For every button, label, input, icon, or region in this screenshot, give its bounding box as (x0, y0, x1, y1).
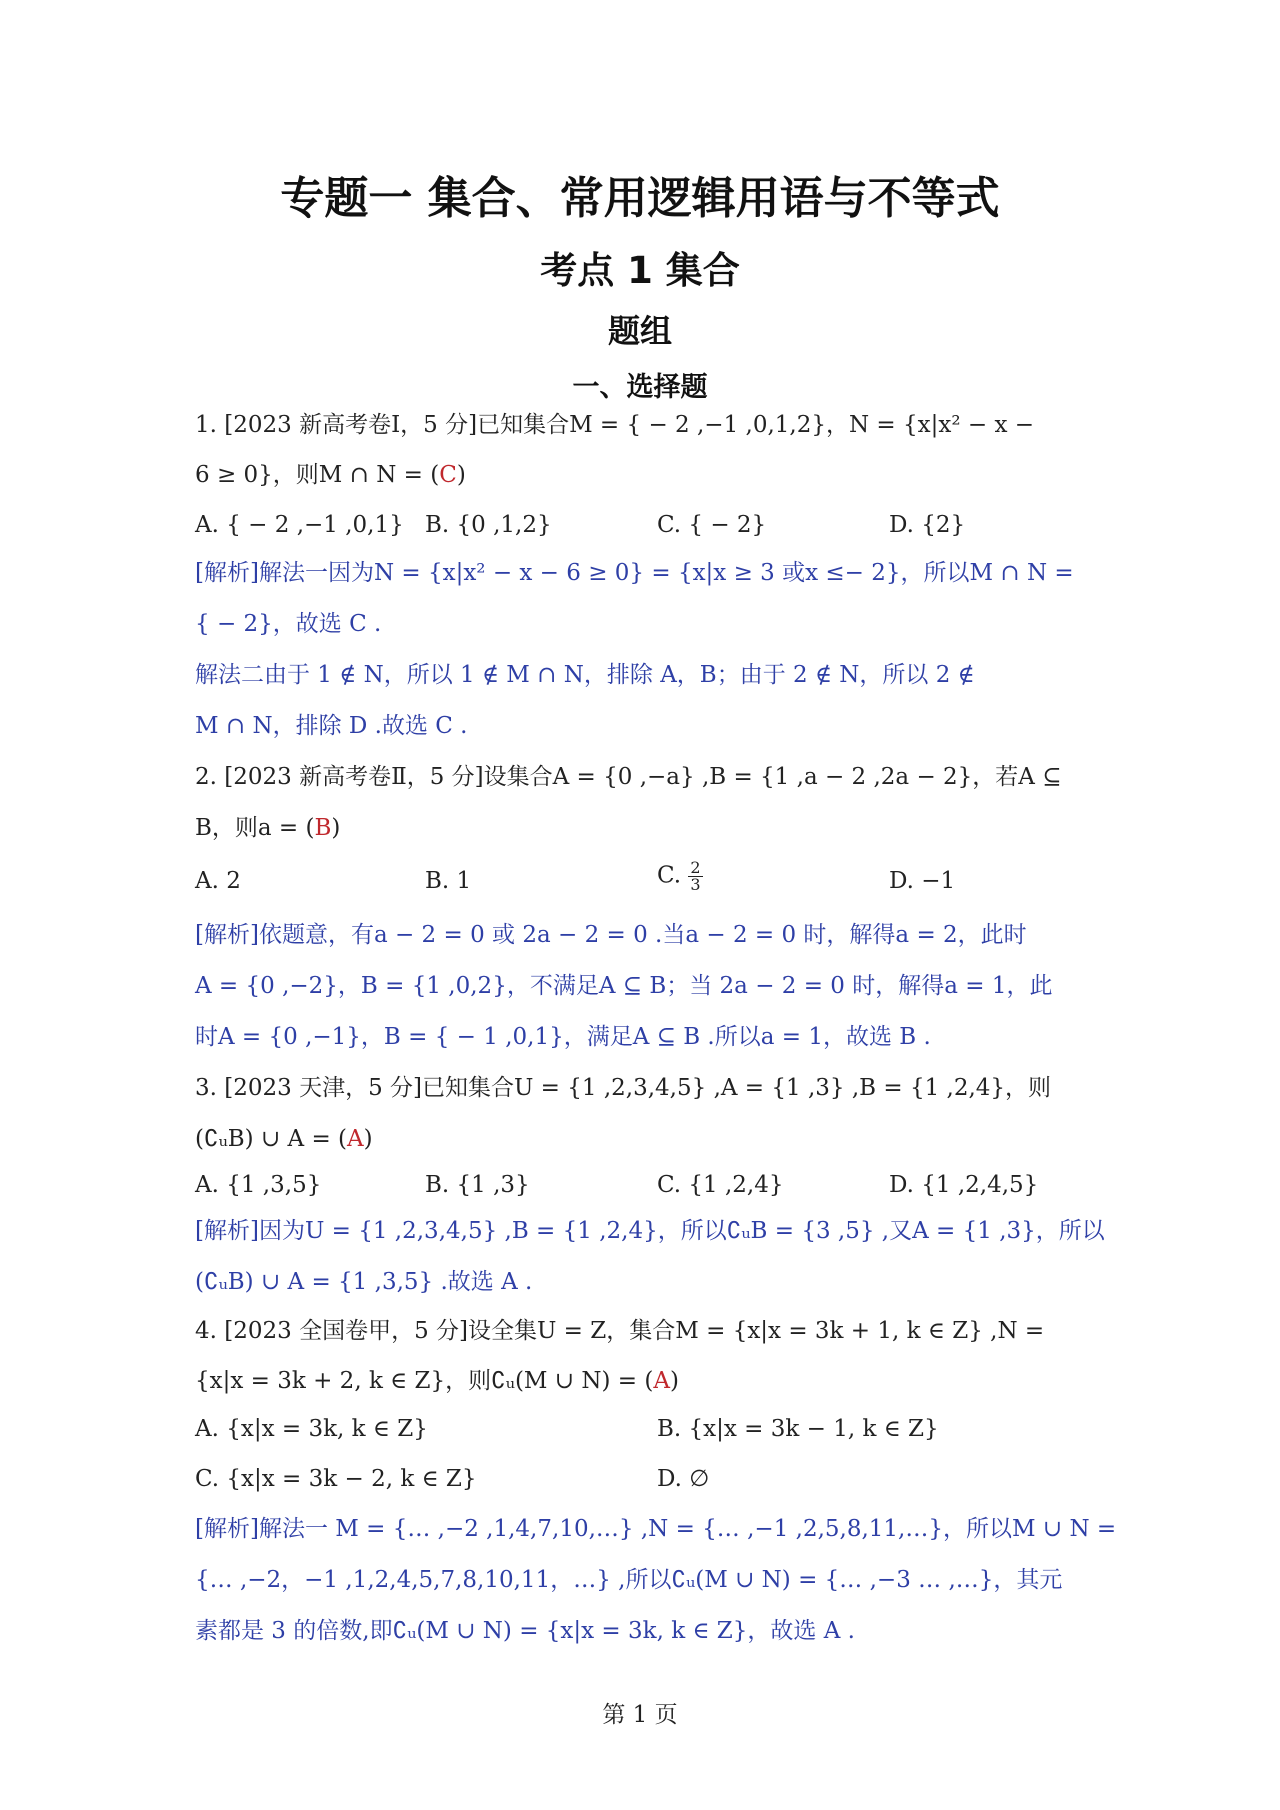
question-3-analysis-line2: (∁ᵤB) ∪ A = {1 ,3,5} .故选 A . (195, 1269, 533, 1295)
question-4-option-c: C. {x|x = 3k − 2, k ∈ Z} (195, 1466, 477, 1492)
question-3-option-b: B. {1 ,3} (425, 1172, 530, 1198)
question-1-stem-line1: 1. [2023 新高考卷Ⅰ，5 分]已知集合M = { − 2 ,−1 ,0,1,2}，N = {x|x² − x − (195, 412, 1034, 438)
question-2-option-d: D. −1 (889, 868, 956, 894)
question-1-analysis-line2: { − 2}，故选 C . (195, 611, 382, 637)
question-2-option-c (657, 860, 703, 893)
question-1-analysis-line1: [解析]解法一因为N = {x|x² − x − 6 ≥ 0} = {x|x ≥ 3 或x ≤− 2}，所以M ∩ N = (195, 560, 1074, 586)
question-4-stem-line2 (195, 1366, 679, 1396)
question-2-stem-line2 (195, 813, 340, 843)
question-3-stem-line1: 3. [2023 天津，5 分]已知集合U = {1 ,2,3,4,5} ,A = {1 ,3} ,B = {1 ,2,4}，则 (195, 1075, 1052, 1101)
question-2-paren: ) (331, 815, 341, 841)
question-2-option-c-label: C. (657, 862, 682, 889)
question-4-stem-line1: 4. [2023 全国卷甲，5 分]设全集U = Z，集合M = {x|x = 3k + 1, k ∈ Z} ,N = (195, 1318, 1045, 1344)
question-2-option-c-fraction (688, 860, 702, 893)
question-3-paren: ) (363, 1126, 373, 1152)
question-1-answer: C (439, 462, 457, 488)
question-1-stem-text: 6 ≥ 0}，则M ∩ N = ( (195, 462, 440, 488)
part-heading: 一、选择题 (572, 372, 708, 403)
question-1-option-d: D. {2} (889, 512, 966, 538)
question-1-analysis-line4: M ∩ N，排除 D .故选 C . (195, 713, 468, 739)
question-2-analysis-line1: [解析]依题意，有a − 2 = 0 或 2a − 2 = 0 .当a − 2 = 0 时，解得a = 2，此时 (195, 922, 1027, 948)
question-4-paren: ) (669, 1368, 679, 1394)
question-2-answer: B (314, 815, 332, 841)
question-4-option-d: D. ∅ (657, 1466, 710, 1492)
question-3-answer: A (347, 1126, 364, 1152)
question-3-stem-line2 (195, 1124, 373, 1154)
question-1-paren: ) (456, 462, 466, 488)
question-4-stem-text: {x|x = 3k + 2, k ∈ Z}，则∁ᵤ(M ∪ N) = ( (195, 1368, 654, 1394)
document-title: 专题一 集合、常用逻辑用语与不等式 (280, 173, 1000, 224)
question-4-answer: A (653, 1368, 670, 1394)
question-4-analysis-line1: [解析]解法一 M = {… ,−2 ,1,4,7,10,…} ,N = {… ,−1 ,2,5,8,11,…}，所以M ∪ N = (195, 1516, 1117, 1542)
section-heading: 考点 1 集合 (540, 249, 740, 292)
group-heading: 题组 (607, 312, 672, 350)
question-4-analysis-line2: {… ,−2，−1 ,1,2,4,5,7,8,10,11，…} ,所以∁ᵤ(M ∪ N) = {… ,−3 … ,…}，其元 (195, 1567, 1063, 1593)
question-2-analysis-line3: 时A = {0 ,−1}，B = { − 1 ,0,1}，满足A ⊆ B .所以a = 1，故选 B . (195, 1024, 931, 1050)
question-2-option-b: B. 1 (425, 868, 472, 894)
question-2-analysis-line2: A = {0 ,−2}，B = {1 ,0,2}，不满足A ⊆ B；当 2a − 2 = 0 时，解得a = 1，此 (195, 973, 1053, 999)
page-number: 第 1 页 (602, 1702, 678, 1728)
question-3-stem-text: (∁ᵤB) ∪ A = ( (195, 1126, 348, 1152)
question-3-option-a: A. {1 ,3,5} (195, 1172, 322, 1198)
question-1-analysis-line3: 解法二由于 1 ∉ N，所以 1 ∉ M ∩ N，排除 A，B；由于 2 ∉ N，所以 2 ∉ (195, 662, 975, 688)
question-4-option-a: A. {x|x = 3k, k ∈ Z} (195, 1416, 428, 1442)
question-2-stem-text: B，则a = ( (195, 815, 315, 841)
fraction-denominator: 3 (690, 875, 701, 894)
fraction-numerator: 2 (690, 858, 701, 877)
question-3-analysis-line1: [解析]因为U = {1 ,2,3,4,5} ,B = {1 ,2,4}，所以∁ᵤB = {3 ,5} ,又A = {1 ,3}，所以 (195, 1218, 1105, 1244)
question-4-option-b: B. {x|x = 3k − 1, k ∈ Z} (657, 1416, 939, 1442)
question-1-stem-line2 (195, 460, 466, 490)
question-4-analysis-line3: 素都是 3 的倍数,即∁ᵤ(M ∪ N) = {x|x = 3k, k ∈ Z}，故选 A . (195, 1618, 855, 1644)
question-3-option-d: D. {1 ,2,4,5} (889, 1172, 1039, 1198)
question-2-option-a: A. 2 (195, 868, 241, 894)
question-2-stem-line1: 2. [2023 新高考卷Ⅱ，5 分]设集合A = {0 ,−a} ,B = {1 ,a − 2 ,2a − 2}，若A ⊆ (195, 764, 1062, 790)
question-3-option-c: C. {1 ,2,4} (657, 1172, 784, 1198)
question-1-option-a: A. { − 2 ,−1 ,0,1} (195, 512, 404, 538)
question-1-option-b: B. {0 ,1,2} (425, 512, 552, 538)
question-1-option-c: C. { − 2} (657, 512, 767, 538)
